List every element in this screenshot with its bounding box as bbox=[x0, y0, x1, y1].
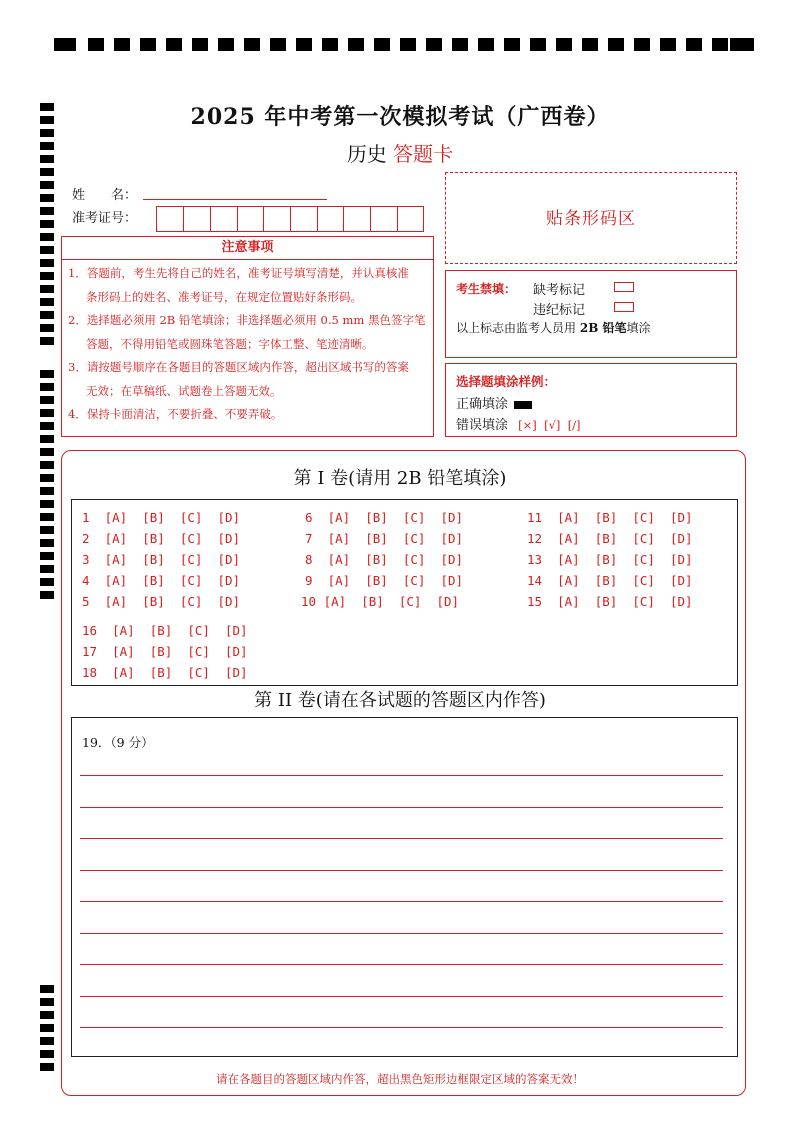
notice-item: 无效；在草稿纸、试题卷上答题无效。 bbox=[86, 383, 282, 398]
answer-line[interactable] bbox=[80, 996, 723, 997]
exam-id-boxes[interactable] bbox=[156, 206, 424, 232]
absent-label: 缺考标记 bbox=[533, 283, 586, 298]
choice-row-16[interactable]: 16 [A] [B] [C] [D] bbox=[82, 623, 248, 638]
answer-line[interactable] bbox=[80, 870, 723, 871]
question-19-label: 19．（9 分） bbox=[82, 735, 154, 750]
choice-row-15[interactable]: 15 [A] [B] [C] [D] bbox=[527, 594, 693, 609]
name-input-line[interactable] bbox=[143, 199, 327, 200]
notice-title: 注意事项 bbox=[62, 237, 433, 260]
choice-row-9[interactable]: 9 [A] [B] [C] [D] bbox=[305, 573, 464, 588]
wrong-fill-label: 错误填涂 bbox=[456, 418, 509, 433]
name-label: 姓 名： bbox=[72, 188, 138, 203]
violation-mark-box[interactable] bbox=[614, 302, 634, 312]
answer-line[interactable] bbox=[80, 901, 723, 902]
essay-answer-box[interactable] bbox=[71, 717, 738, 1057]
forbidden-note-text: 以上标志由监考人员用 bbox=[456, 321, 577, 335]
forbidden-note-bold: 2B 铅笔 bbox=[579, 321, 627, 335]
exam-id-label: 准考证号： bbox=[72, 211, 138, 226]
forbidden-note bbox=[456, 319, 651, 336]
choice-row-6[interactable]: 6 [A] [B] [C] [D] bbox=[305, 510, 464, 525]
sample-title: 选择题填涂样例： bbox=[456, 374, 557, 389]
choice-row-1[interactable]: 1 [A] [B] [C] [D] bbox=[82, 510, 241, 525]
forbidden-box bbox=[445, 270, 737, 358]
choice-row-8[interactable]: 8 [A] [B] [C] [D] bbox=[305, 552, 464, 567]
top-timing-marks bbox=[54, 38, 754, 52]
answer-line[interactable] bbox=[80, 1027, 723, 1028]
choice-row-7[interactable]: 7 [A] [B] [C] [D] bbox=[305, 531, 464, 546]
page-title: 2025 年中考第一次模拟考试（广西卷） bbox=[190, 104, 610, 130]
notice-item: 1．答题前，考生先将自己的姓名，准考证号填写清楚，并认真核准 bbox=[68, 266, 409, 280]
choice-row-10[interactable]: 10 [A] [B] [C] [D] bbox=[301, 594, 460, 609]
barcode-label: 贴条形码区 bbox=[546, 209, 636, 229]
answer-line[interactable] bbox=[80, 775, 723, 776]
absent-mark-box[interactable] bbox=[614, 282, 634, 292]
wrong-fill-marks: [×] [√] [/] bbox=[518, 418, 581, 432]
part2-title: 第 II 卷(请在各试题的答题区内作答) bbox=[254, 690, 546, 711]
notice-item: 条形码上的姓名、准考证号，在规定位置贴好条形码。 bbox=[86, 289, 362, 304]
forbidden-note-suffix: 填涂 bbox=[626, 321, 651, 335]
notice-box bbox=[61, 236, 434, 437]
notice-item: 3．请按题号顺序在各题目的答题区域内作答，超出区域书写的答案 bbox=[68, 360, 409, 374]
wrong-fill-row bbox=[456, 414, 581, 433]
footer-warning: 请在各题目的答题区域内作答，超出黑色矩形边框限定区域的答案无效！ bbox=[216, 1072, 584, 1086]
choice-row-18[interactable]: 18 [A] [B] [C] [D] bbox=[82, 665, 248, 680]
choice-row-12[interactable]: 12 [A] [B] [C] [D] bbox=[527, 531, 693, 546]
answer-line[interactable] bbox=[80, 807, 723, 808]
choice-row-5[interactable]: 5 [A] [B] [C] [D] bbox=[82, 594, 241, 609]
fill-sample-box bbox=[445, 363, 737, 437]
correct-fill-mark bbox=[514, 401, 532, 409]
choice-row-11[interactable]: 11 [A] [B] [C] [D] bbox=[527, 510, 693, 525]
answer-line[interactable] bbox=[80, 838, 723, 839]
barcode-area bbox=[445, 172, 737, 264]
correct-fill-row bbox=[456, 393, 532, 412]
answer-card-label: 答题卡 bbox=[393, 142, 454, 166]
answer-line[interactable] bbox=[80, 964, 723, 965]
answer-line[interactable] bbox=[80, 933, 723, 934]
choice-row-3[interactable]: 3 [A] [B] [C] [D] bbox=[82, 552, 241, 567]
correct-fill-label: 正确填涂 bbox=[456, 397, 509, 412]
choice-row-2[interactable]: 2 [A] [B] [C] [D] bbox=[82, 531, 241, 546]
notice-item: 2．选择题必须用 2B 铅笔填涂；非选择题必须用 0.5 mm 黑色签字笔 bbox=[68, 313, 426, 327]
subject-label: 历史 bbox=[346, 142, 387, 166]
notice-item: 答题，不得用铅笔或圆珠笔答题；字体工整、笔迹清晰。 bbox=[86, 336, 374, 351]
notice-item: 4．保持卡面清洁，不要折叠、不要弄破。 bbox=[68, 407, 283, 421]
choice-row-17[interactable]: 17 [A] [B] [C] [D] bbox=[82, 644, 248, 659]
part1-title: 第 I 卷(请用 2B 铅笔填涂) bbox=[293, 468, 507, 489]
forbidden-label: 考生禁填： bbox=[456, 282, 517, 296]
subtitle bbox=[0, 138, 800, 167]
choice-row-13[interactable]: 13 [A] [B] [C] [D] bbox=[527, 552, 693, 567]
choice-row-14[interactable]: 14 [A] [B] [C] [D] bbox=[527, 573, 693, 588]
choice-row-4[interactable]: 4 [A] [B] [C] [D] bbox=[82, 573, 241, 588]
violation-label: 违纪标记 bbox=[533, 303, 586, 318]
